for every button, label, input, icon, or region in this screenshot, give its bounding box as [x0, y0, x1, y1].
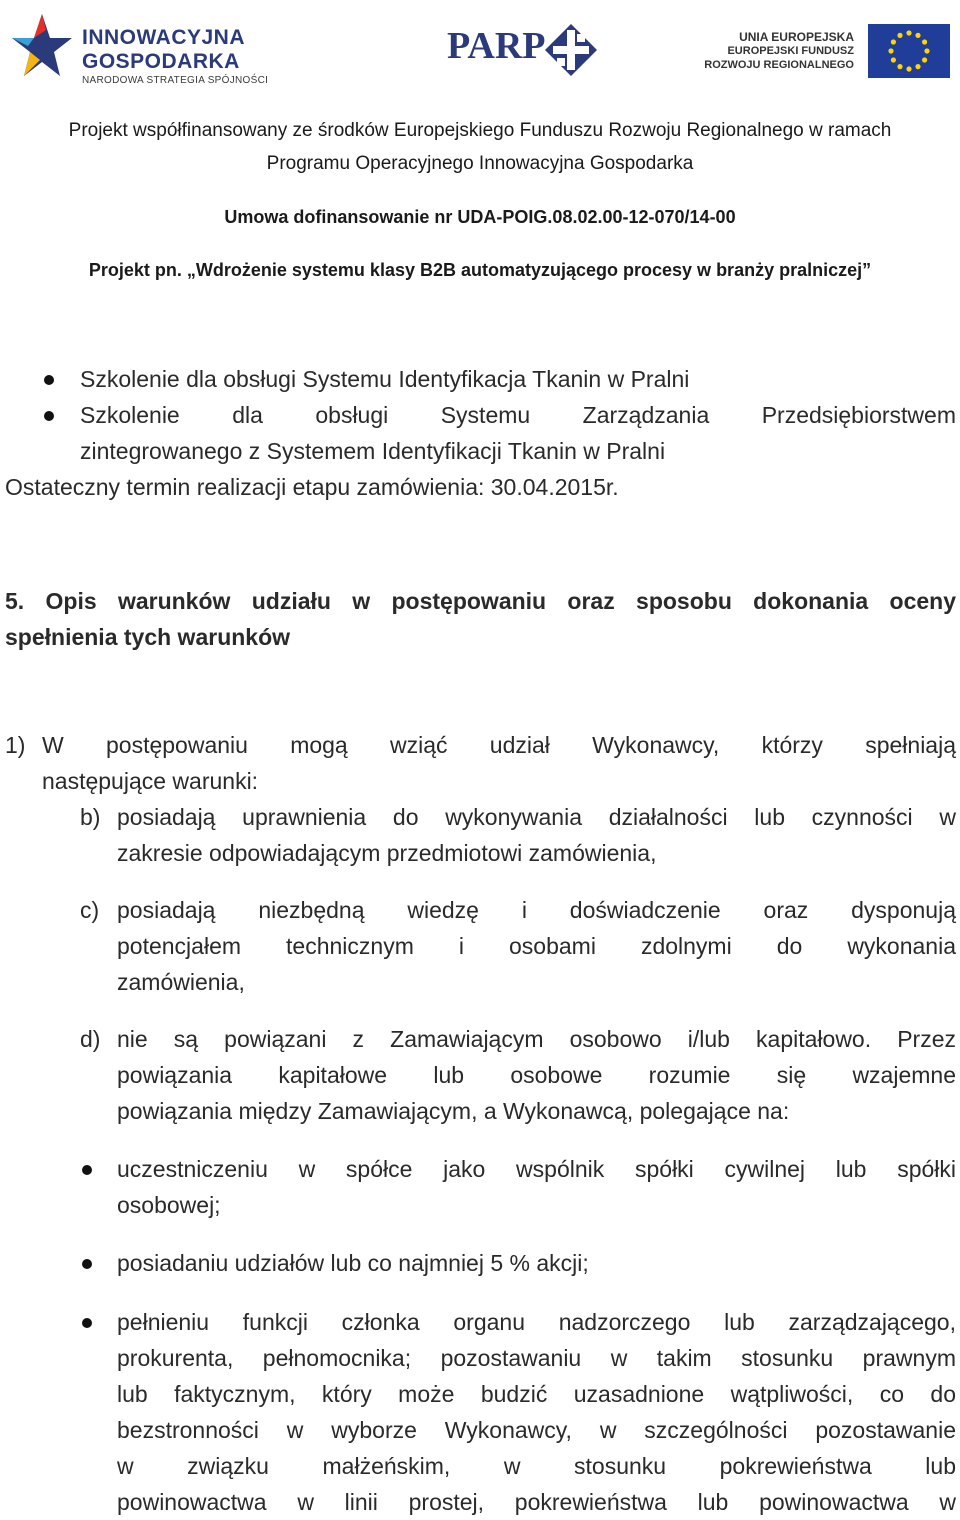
parp-logo — [445, 18, 605, 82]
bullet-icon — [82, 1165, 92, 1175]
sub-item-1-line1: uczestniczeniu w spółce jako wspólnik spółki cywilnej lub spółki — [117, 1156, 956, 1182]
sub-item-3-line6: powinowactwa w linii prostej, pokrewieństwa lub powinowactwa w — [117, 1489, 956, 1515]
training-item-1: Szkolenie dla obsługi Systemu Identyfikacja Tkanin w Pralni — [80, 366, 690, 392]
sub-item-1-line2: osobowej; — [117, 1192, 221, 1218]
item-1-line2: następujące warunki: — [42, 768, 259, 794]
item-d-line2: powiązania kapitałowe lub osobowe rozumie się wzajemne — [117, 1062, 956, 1088]
parp-wordmark: PARP — [447, 25, 546, 67]
item-c-line1: posiadają niezbędną wiedzę i doświadczenie oraz dysponują — [117, 897, 956, 923]
item-c-line3: zamówienia, — [117, 969, 245, 995]
innowacyjna-line1: INNOWACYJNA — [82, 26, 246, 49]
section-5-heading-line1: 5. Opis warunków udziału w postępowaniu oraz sposobu dokonania oceny — [5, 588, 956, 614]
item-d-line3: powiązania między Zamawiającym, a Wykonawcą, polegające na: — [117, 1098, 790, 1124]
bullet-icon — [44, 411, 54, 421]
item-1-number: 1) — [5, 732, 26, 758]
innowacyjna-star-icon — [10, 10, 74, 90]
header-agreement-number: Umowa dofinansowanie nr UDA-POIG.08.02.00-12-070/14-00 — [224, 207, 736, 227]
ue-line1: UNIA EUROPEJSKA — [739, 30, 854, 44]
header-project-name: Projekt pn. „Wdrożenie systemu klasy B2B automatyzującego procesy w branży pralniczej” — [88, 260, 872, 280]
item-c-line2: potencjałem technicznym i osobami zdolnymi do wykonania — [117, 933, 956, 959]
unia-europejska-logo — [704, 20, 950, 80]
sub-item-3-line3: lub faktycznym, który może budzić uzasadnione wątpliwości, co do — [117, 1381, 956, 1407]
eu-flag-icon — [868, 24, 950, 78]
sub-item-3-line1: pełnieniu funkcji członka organu nadzorczego lub zarządzającego, — [117, 1309, 956, 1335]
section-5-heading-line2: spełnienia tych warunków — [5, 624, 291, 650]
innowacyjna-line2: GOSPODARKA — [82, 50, 240, 73]
training-item-2-line1: Szkolenie dla obsługi Systemu Zarządzania Przedsiębiorstwem — [80, 402, 956, 428]
sub-item-3-line5: w związku małżeńskim, w stosunku pokrewieństwa lub — [117, 1453, 956, 1479]
logo-bar — [0, 0, 960, 100]
sub-item-2: posiadaniu udziałów lub co najmniej 5 % akcji; — [117, 1250, 589, 1276]
item-d-line1: nie są powiązani z Zamawiającym osobowo i/lub kapitałowo. Przez — [117, 1026, 956, 1052]
bullet-icon — [44, 375, 54, 385]
ue-line2: EUROPEJSKI FUNDUSZ — [727, 45, 854, 57]
item-d-label: d) — [80, 1026, 101, 1052]
item-b-label: b) — [80, 804, 101, 830]
innowacyjna-gospodarka-logo — [10, 8, 270, 93]
parp-emblem-icon — [543, 22, 599, 78]
deadline-text: Ostateczny termin realizacji etapu zamówienia: 30.04.2015r. — [5, 474, 619, 500]
training-item-2-line2: zintegrowanego z Systemem Identyfikacji Tkanin w Pralni — [80, 438, 666, 464]
innowacyjna-line3: NARODOWA STRATEGIA SPÓJNOŚCI — [82, 75, 269, 86]
sub-item-3-line2: prokurenta, pełnomocnika; pozostawaniu w takim stosunku prawnym — [117, 1345, 956, 1371]
bullet-icon — [82, 1318, 92, 1328]
header-cofinancing-line1: Projekt współfinansowany ze środków Europejskiego Funduszu Rozwoju Regionalnego w ramach — [68, 120, 892, 141]
bullet-icon — [82, 1259, 92, 1269]
sub-item-3-line4: bezstronności w wyborze Wykonawcy, w szczególności pozostawanie — [117, 1417, 956, 1443]
ue-line3: ROZWOJU REGIONALNEGO — [704, 59, 854, 71]
item-b-line1: posiadają uprawnienia do wykonywania działalności lub czynności w — [117, 804, 956, 830]
item-c-label: c) — [80, 897, 100, 923]
item-b-line2: zakresie odpowiadającym przedmiotowi zamówienia, — [117, 840, 657, 866]
item-1-line1: W postępowaniu mogą wziąć udział Wykonawcy, którzy spełniają — [42, 732, 956, 758]
header-cofinancing-line2: Programu Operacyjnego Innowacyjna Gospodarka — [266, 153, 694, 174]
